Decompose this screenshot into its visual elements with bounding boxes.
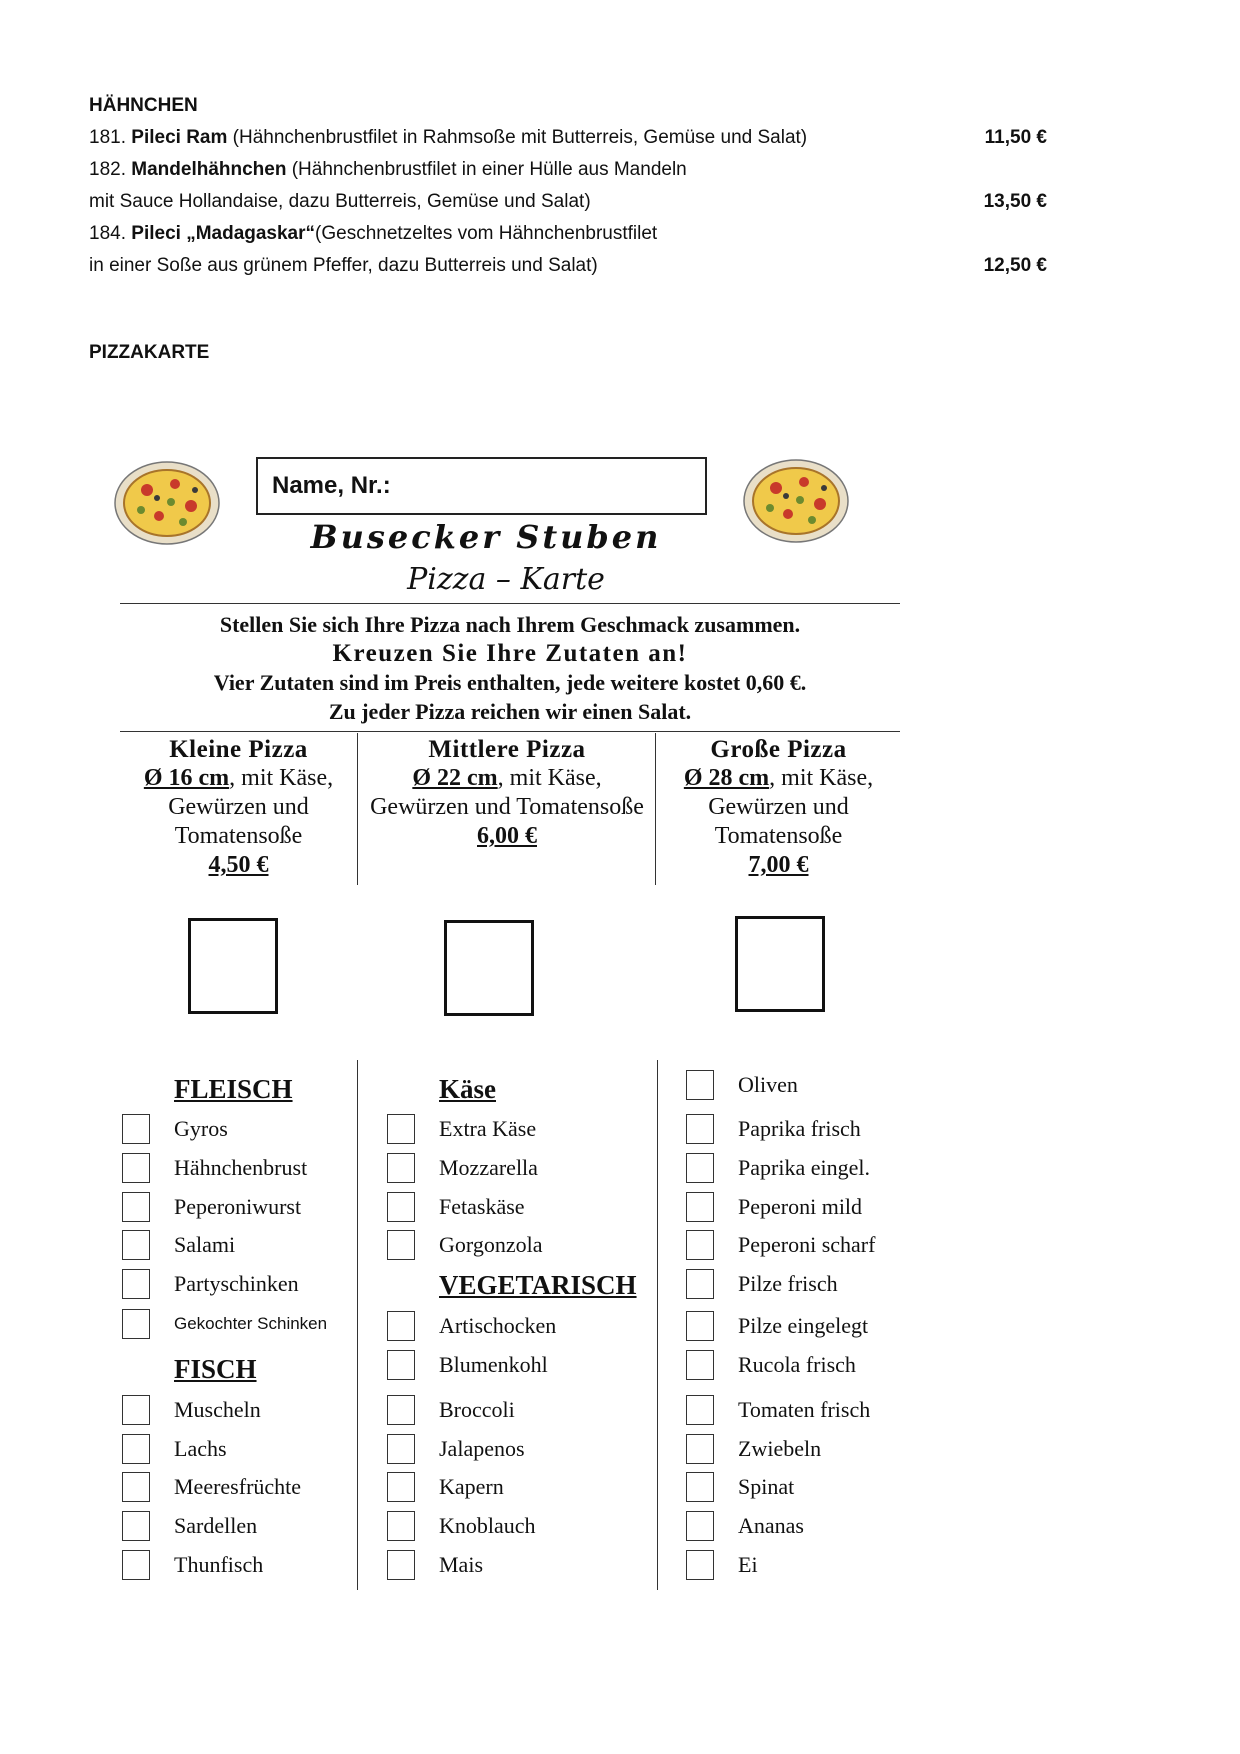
size-price: 6,00 €: [477, 823, 537, 849]
ingredient-option[interactable]: [122, 1230, 235, 1260]
ingredient-option[interactable]: [122, 1395, 261, 1425]
pizza-size-small: [120, 735, 357, 880]
size-title: Große Pizza: [710, 736, 847, 763]
ingredient-option[interactable]: [387, 1434, 525, 1464]
ingredient-option[interactable]: [686, 1192, 862, 1222]
ingredient-option[interactable]: [387, 1511, 536, 1541]
ingredient-checkbox[interactable]: [122, 1395, 150, 1425]
menu-item-number: 184.: [89, 223, 126, 244]
ingredient-label: Ei: [738, 1552, 758, 1577]
ingredient-checkbox[interactable]: [686, 1114, 714, 1144]
name-number-field[interactable]: [256, 457, 707, 515]
ingredient-checkbox[interactable]: [686, 1350, 714, 1380]
ingredient-option[interactable]: [122, 1511, 257, 1541]
ingredient-checkbox[interactable]: [686, 1230, 714, 1260]
ingredient-label: Peperoni mild: [738, 1194, 863, 1219]
ingredient-option[interactable]: [686, 1350, 856, 1380]
ingredient-label: Gorgonzola: [439, 1232, 543, 1257]
menu-item-number: 181.: [89, 127, 126, 148]
size-title: Mittlere Pizza: [428, 736, 586, 763]
size-title: Kleine Pizza: [169, 736, 308, 763]
ingredient-label: Jalapenos: [439, 1436, 525, 1461]
ingredient-checkbox[interactable]: [686, 1269, 714, 1299]
ingredient-option[interactable]: [387, 1395, 515, 1425]
category-fisch: FISCH: [174, 1354, 257, 1384]
ingredient-label: Blumenkohl: [439, 1352, 548, 1377]
size-diameter: Ø 16 cm: [143, 765, 230, 791]
ingredient-label: Salami: [174, 1232, 236, 1257]
ingredient-checkbox[interactable]: [122, 1511, 150, 1541]
ingredient-checkbox[interactable]: [387, 1395, 415, 1425]
menu-item-number: 182.: [89, 159, 126, 180]
ingredient-option[interactable]: [122, 1550, 263, 1580]
ingredient-option[interactable]: [686, 1395, 870, 1425]
ingredient-label: Broccoli: [439, 1397, 515, 1422]
ingredient-checkbox[interactable]: [387, 1434, 415, 1464]
size-description: Tomatensoße: [174, 823, 303, 849]
menu-item-182-continued: [89, 191, 1047, 213]
restaurant-name: Busecker Stuben: [310, 518, 662, 556]
ingredient-option[interactable]: [387, 1350, 548, 1380]
ingredient-option[interactable]: [686, 1550, 758, 1580]
ingredient-label: Paprika frisch: [738, 1116, 861, 1141]
ingredient-checkbox[interactable]: [686, 1395, 714, 1425]
intro-line: Stellen Sie sich Ihre Pizza nach Ihrem Geschmack zusammen.: [219, 612, 801, 637]
size-description: Gewürzen und Tomatensoße: [370, 794, 644, 820]
menu-item-price: 11,50 €: [984, 127, 1047, 148]
ingredient-label: Extra Käse: [439, 1116, 537, 1141]
size-diameter: Ø 28 cm: [683, 765, 770, 791]
size-checkbox-small[interactable]: [188, 918, 278, 1014]
ingredient-label: Peperoniwurst: [174, 1194, 302, 1219]
divider: [657, 1060, 658, 1590]
menu-item-price: 13,50 €: [983, 191, 1047, 212]
intro-line: Vier Zutaten sind im Preis enthalten, jede weitere kostet 0,60 €.: [213, 670, 807, 695]
ingredient-option[interactable]: [387, 1550, 483, 1580]
ingredient-label: Pilze frisch: [738, 1271, 838, 1296]
ingredient-checkbox[interactable]: [122, 1269, 150, 1299]
ingredient-option[interactable]: [686, 1230, 875, 1260]
ingredient-label: Artischocken: [439, 1313, 557, 1338]
divider: [357, 733, 358, 885]
ingredient-option[interactable]: [122, 1192, 301, 1222]
ingredient-checkbox[interactable]: [122, 1550, 150, 1580]
divider: [655, 733, 656, 885]
ingredient-checkbox[interactable]: [686, 1434, 714, 1464]
menu-item-description: in einer Soße aus grünem Pfeffer, dazu Butterreis und Salat): [89, 255, 598, 276]
menu-item-description: (Hähnchenbrustfilet in Rahmsoße mit Butterreis, Gemüse und Salat): [232, 127, 808, 148]
menu-item-description: mit Sauce Hollandaise, dazu Butterreis, Gemüse und Salat): [89, 191, 591, 212]
ingredient-label: Zwiebeln: [738, 1436, 822, 1461]
ingredient-checkbox[interactable]: [122, 1153, 150, 1183]
ingredient-checkbox[interactable]: [387, 1114, 415, 1144]
name-field-label: Name, Nr.:: [272, 472, 391, 499]
ingredient-checkbox[interactable]: [387, 1350, 415, 1380]
pizza-size-medium: [359, 735, 655, 851]
menu-item-description: (Geschnetzeltes vom Hähnchenbrustfilet: [315, 223, 658, 244]
ingredient-label: Gyros: [174, 1116, 228, 1141]
size-description: , mit Käse,: [497, 765, 602, 791]
ingredient-label: Tomaten frisch: [738, 1397, 871, 1422]
size-checkbox-medium[interactable]: [444, 920, 534, 1016]
ingredient-checkbox[interactable]: [387, 1550, 415, 1580]
size-price: 4,50 €: [208, 852, 269, 878]
menu-item-182: [89, 159, 1047, 181]
ingredient-label: Pilze eingelegt: [738, 1313, 869, 1338]
menu-item-description: (Hähnchenbrustfilet in einer Hülle aus Mandeln: [291, 159, 687, 180]
intro-line: Zu jeder Pizza reichen wir einen Salat.: [328, 699, 692, 724]
ingredient-label: Gekochter Schinken: [174, 1314, 328, 1333]
ingredient-checkbox[interactable]: [122, 1192, 150, 1222]
ingredient-option[interactable]: [122, 1434, 227, 1464]
ingredient-option[interactable]: [387, 1153, 538, 1183]
section-heading-pizzakarte: PIZZAKARTE: [89, 342, 210, 363]
ingredient-label: Hähnchenbrust: [174, 1155, 308, 1180]
ingredient-option[interactable]: [686, 1153, 870, 1183]
pizza-icon: [742, 458, 850, 544]
ingredient-option[interactable]: [387, 1114, 536, 1144]
ingredient-option[interactable]: [387, 1230, 542, 1260]
ingredient-label: Oliven: [738, 1072, 798, 1097]
menu-item-name: Mandelhähnchen: [131, 159, 287, 180]
ingredient-option[interactable]: [387, 1472, 504, 1502]
category-kaese: Käse: [439, 1074, 496, 1104]
ingredient-option[interactable]: [686, 1269, 838, 1299]
ingredient-label: Kapern: [439, 1474, 504, 1499]
size-description: Tomatensoße: [714, 823, 843, 849]
ingredient-checkbox[interactable]: [122, 1309, 150, 1339]
ingredient-label: Meeresfrüchte: [174, 1474, 302, 1499]
ingredient-label: Mais: [439, 1552, 483, 1577]
menu-item-181: [89, 127, 1047, 149]
ingredient-label: Knoblauch: [439, 1513, 536, 1538]
size-diameter: Ø 22 cm: [412, 765, 498, 791]
ingredient-checkbox[interactable]: [686, 1511, 714, 1541]
divider: [120, 603, 900, 604]
ingredient-checkbox[interactable]: [122, 1434, 150, 1464]
size-description: Gewürzen und: [168, 794, 309, 820]
ingredient-option[interactable]: [686, 1511, 804, 1541]
menu-item-price: 12,50 €: [983, 255, 1047, 276]
ingredient-option[interactable]: [387, 1311, 556, 1341]
ingredient-option[interactable]: [686, 1114, 861, 1144]
ingredient-label: Peperoni scharf: [738, 1232, 876, 1257]
ingredient-label: Fetaskäse: [439, 1194, 525, 1219]
divider: [120, 731, 900, 732]
ingredient-label: Lachs: [174, 1436, 227, 1461]
menu-item-184-continued: [89, 255, 1047, 277]
ingredient-checkbox[interactable]: [122, 1230, 150, 1260]
ingredient-label: Muscheln: [174, 1397, 261, 1422]
size-description: , mit Käse,: [769, 765, 874, 791]
ingredient-checkbox[interactable]: [387, 1153, 415, 1183]
ingredient-option[interactable]: [122, 1114, 228, 1144]
ingredient-label: Thunfisch: [174, 1552, 264, 1577]
ingredient-checkbox[interactable]: [387, 1311, 415, 1341]
ingredient-checkbox[interactable]: [686, 1472, 714, 1502]
ingredient-checkbox[interactable]: [686, 1192, 714, 1222]
ingredient-option[interactable]: [122, 1269, 299, 1299]
ingredient-label: Rucola frisch: [738, 1352, 856, 1377]
pizza-size-large: [657, 735, 900, 880]
ingredient-checkbox[interactable]: [387, 1472, 415, 1502]
category-vegetarisch: VEGETARISCH: [439, 1270, 637, 1300]
intro-headline: Kreuzen Sie Ihre Zutaten an!: [332, 640, 688, 667]
ingredient-label: Ananas: [738, 1513, 804, 1538]
size-checkbox-large[interactable]: [735, 916, 825, 1012]
menu-item-name: Pileci „Madagaskar“: [131, 223, 316, 244]
divider: [357, 1060, 358, 1590]
ingredient-option[interactable]: [686, 1311, 868, 1341]
ingredient-option[interactable]: [387, 1192, 525, 1222]
ingredient-checkbox[interactable]: [686, 1311, 714, 1341]
form-subtitle: Pizza – Karte: [407, 562, 605, 597]
menu-item-name: Pileci Ram: [131, 127, 228, 148]
ingredient-checkbox[interactable]: [122, 1472, 150, 1502]
ingredient-option[interactable]: [686, 1472, 794, 1502]
size-description: , mit Käse,: [229, 765, 334, 791]
category-fleisch: FLEISCH: [174, 1074, 293, 1104]
menu-item-184: [89, 223, 1047, 245]
ingredient-option[interactable]: [686, 1070, 798, 1100]
ingredient-option[interactable]: [122, 1309, 327, 1339]
ingredient-label: Sardellen: [174, 1513, 258, 1538]
section-heading-haehnchen: HÄHNCHEN: [89, 95, 198, 116]
ingredient-checkbox[interactable]: [122, 1114, 150, 1144]
ingredient-checkbox[interactable]: [686, 1550, 714, 1580]
ingredient-checkbox[interactable]: [387, 1511, 415, 1541]
ingredient-checkbox[interactable]: [387, 1192, 415, 1222]
ingredient-label: Paprika eingel.: [738, 1155, 870, 1180]
ingredient-option[interactable]: [122, 1153, 307, 1183]
size-description: Gewürzen und: [708, 794, 849, 820]
ingredient-option[interactable]: [122, 1472, 301, 1502]
size-price: 7,00 €: [748, 852, 809, 878]
ingredient-checkbox[interactable]: [387, 1230, 415, 1260]
ingredient-label: Mozzarella: [439, 1155, 538, 1180]
ingredient-label: Partyschinken: [174, 1271, 299, 1296]
pizza-icon: [113, 460, 221, 546]
ingredient-label: Spinat: [738, 1474, 795, 1499]
ingredient-option[interactable]: [686, 1434, 821, 1464]
ingredient-checkbox[interactable]: [686, 1153, 714, 1183]
ingredient-checkbox[interactable]: [686, 1070, 714, 1100]
